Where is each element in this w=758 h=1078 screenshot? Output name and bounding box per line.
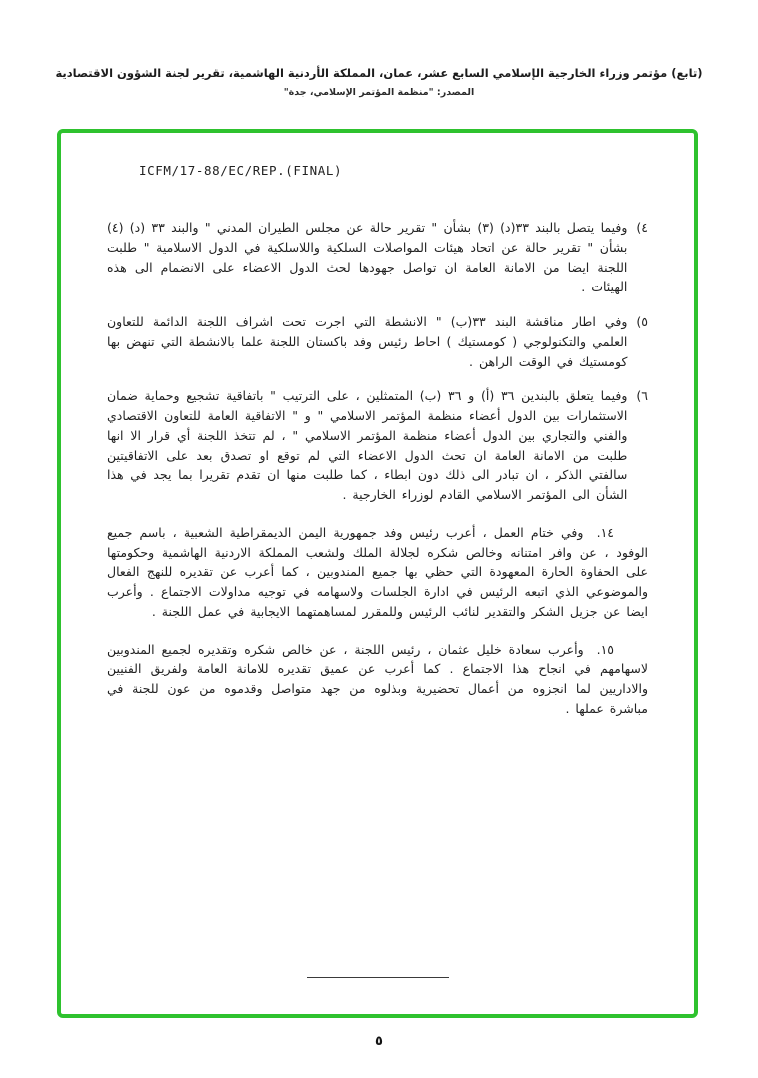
document-title: (تابع) مؤتمر وزراء الخارجية الإسلامي السابع عشر، عمان، المملكة الأردنية الهاشمية، تقرير لجنة الشؤون الاقتصادية [55, 66, 703, 80]
page-number: ٥ [375, 1034, 383, 1049]
paragraph-5-marker: ٥) [636, 314, 648, 329]
paragraph-14 [107, 523, 648, 622]
paragraph-15-text: وأعرب سعادة خليل عثمان ، رئيس اللجنة ، عن خالص شكره وتقديره لجميع المندوبين لاسهامهم في انجاح هذا الاجتماع . كما أعرب عن عميق تقديره للامانة العامة ولفريق الفنيين والاداريين لما انجزوه من أعمال تحضيرية وبذلوه من جهد متواصل وقدموه من عون للجنة في مباشرة عملها . [107, 641, 648, 716]
paragraph-4-text: وفيما يتصل بالبند ٣٣(د) (٣) بشأن " تقرير حالة عن مجلس الطيران المدني " والبند ٣٣ (د) (٤) بشأن " تقرير حالة عن اتحاد هيئات المواصلات السلكية واللاسلكية في الدول الاسلامية " طلبت اللجنة ايضا من الامانة العامة ان تواصل جهودها لحث الدول الاعضاء على الانضمام الى هذه الهيئات . [107, 220, 628, 295]
paragraph-4 [107, 218, 648, 297]
scan-frame [57, 129, 698, 1018]
paragraph-4-marker: ٤) [636, 220, 648, 235]
paragraph-14-marker: ١٤. [596, 524, 614, 540]
paragraph-5 [107, 312, 648, 371]
document-reference: ICFM/17-88/EC/REP.(FINAL) [139, 163, 343, 178]
paragraph-15 [107, 640, 648, 719]
paragraph-6-text: وفيما يتعلق بالبندين ٣٦ (أ) و ٣٦ (ب) المتمثلين ، على الترتيب " باتفاقية تشجيع وحماية ضمان الاستثمارات بين الدول أعضاء منظمة المؤتمر الاسلامي " و " الاتفاقية العامة للتعاون الاقتصادي والفني والتجاري بين الدول أعضاء منظمة المؤتمر الاسلامي " ، لم تتخذ اللجنة أي قرار الا انها طلبت من الامانة العامة ان تحث الدول الاعضاء التي لم توقع او تصدق بعد على الاتفاقيتين سالفتي الذكر ، ان تبادر الى ذلك دون ابطاء ، كما طلبت منها ان تقدم تقريرا بما يجد في هذا الشأن الى المؤتمر الاسلامي القادم لوزراء الخارجية . [107, 388, 628, 502]
end-divider [307, 977, 449, 978]
document-body [61, 178, 694, 719]
paragraph-14-text: وفي ختام العمل ، أعرب رئيس وفد جمهورية اليمن الديمقراطية الشعبية ، باسم جميع الوفود ، عن وافر امتنانه وخالص شكره لجلالة الملك ولشعب المملكة الاردنية الهاشمية وحكومتها على الحفاوة الحارة المعهودة التي حظي بها جميع المندوبين ، كما أعرب عن تقديره للنهج الفعال والموضوعي الذي اتبعه الرئيس في ادارة الجلسات ولاسهامه في توجيه مداولات الاجتماع . وأعرب ايضا عن جزيل الشكر والتقدير لنائب الرئيس وللمقرر لمساهمتهما الايجابية في عمل اللجنة . [107, 524, 648, 619]
paragraph-5-text: وفي اطار مناقشة البند ٣٣(ب) " الانشطة التي اجرت تحت اشراف اللجنة الدائمة للتعاون العلمي والتكنولوجي ( كومستيك ) احاط رئيس وفد باكستان اللجنة علما بالانشطة التي تنهض بها كومستيك في الوقت الراهن . [107, 314, 628, 369]
paragraph-15-marker: ١٥. [596, 641, 614, 657]
paragraph-6 [107, 386, 648, 505]
page-header [0, 66, 758, 98]
document-source: المصدر: "منظمة المؤتمر الإسلامي، جدة" [283, 87, 475, 98]
paragraph-6-marker: ٦) [636, 388, 648, 404]
